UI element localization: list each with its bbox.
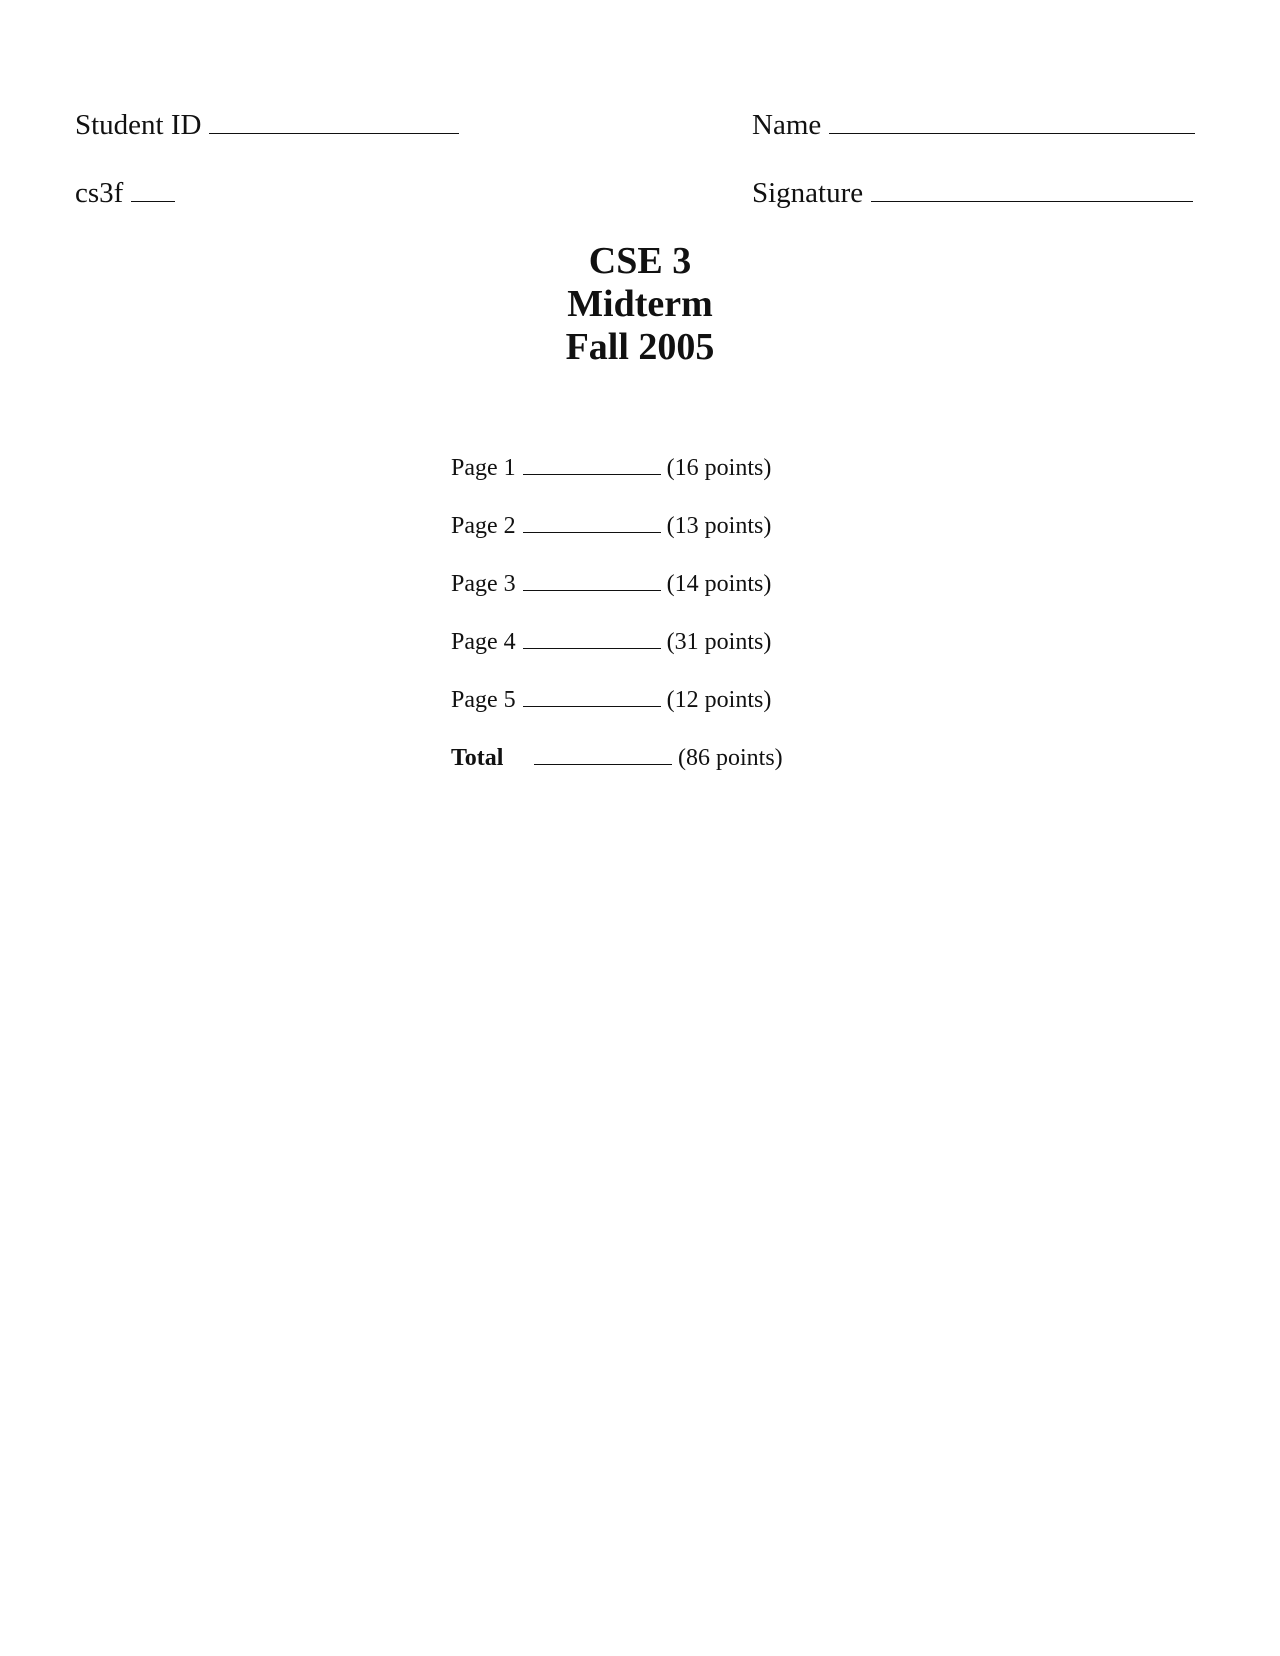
- total-row: [451, 744, 783, 802]
- total-points: (86 points): [678, 745, 783, 771]
- score-blank[interactable]: [523, 688, 661, 707]
- student-id-label: Student ID: [75, 109, 202, 141]
- score-blank[interactable]: [523, 514, 661, 533]
- score-row-points: (31 points): [666, 629, 772, 655]
- score-row-points: (14 points): [666, 571, 772, 597]
- section-label: cs3f: [75, 177, 124, 209]
- name-blank[interactable]: [829, 111, 1195, 134]
- name-label: Name: [752, 109, 822, 141]
- score-row-points: (16 points): [666, 455, 772, 481]
- score-table: [451, 454, 783, 802]
- exam-title: [0, 240, 1280, 369]
- student-id-field: [75, 108, 459, 142]
- score-row-label: Page 1: [451, 455, 516, 481]
- total-label: Total: [451, 745, 504, 771]
- signature-label: Signature: [752, 177, 864, 209]
- total-blank[interactable]: [534, 746, 672, 765]
- exam-term: Fall 2005: [565, 326, 715, 368]
- score-row: [451, 570, 783, 628]
- score-row-label: Page 5: [451, 687, 516, 713]
- score-row-points: (12 points): [666, 687, 772, 713]
- section-field: [75, 176, 175, 210]
- score-row-label: Page 3: [451, 571, 516, 597]
- score-row-label: Page 2: [451, 513, 516, 539]
- exam-type: Midterm: [567, 283, 713, 325]
- student-id-blank[interactable]: [209, 111, 459, 134]
- score-blank[interactable]: [523, 456, 661, 475]
- signature-blank[interactable]: [871, 179, 1193, 202]
- score-row-label: Page 4: [451, 629, 516, 655]
- score-blank[interactable]: [523, 572, 661, 591]
- score-row-points: (13 points): [666, 513, 772, 539]
- score-row: [451, 454, 783, 512]
- signature-field: [752, 176, 1193, 210]
- score-row: [451, 512, 783, 570]
- name-field: [752, 108, 1195, 142]
- section-blank[interactable]: [131, 179, 175, 202]
- score-row: [451, 686, 783, 744]
- course-title: CSE 3: [588, 240, 692, 282]
- score-row: [451, 628, 783, 686]
- score-blank[interactable]: [523, 630, 661, 649]
